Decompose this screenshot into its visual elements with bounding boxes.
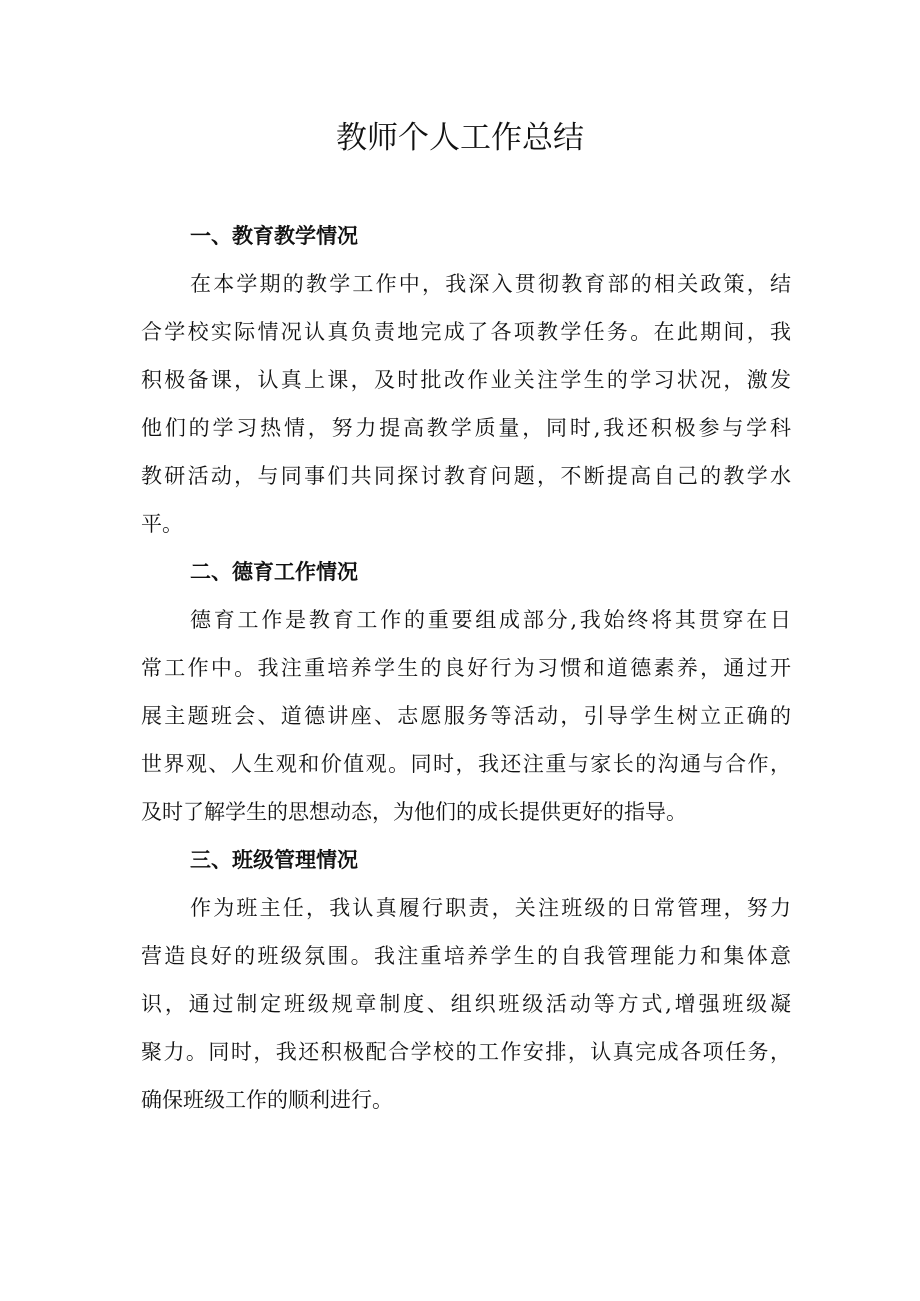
paragraph-line: 教研活动，与同事们共同探讨教育问题，不断提高自己的教学水 — [141, 464, 791, 488]
section-heading-class-management: 三、班级管理情况 — [190, 848, 358, 872]
document-title: 教师个人工作总结 — [336, 120, 584, 156]
paragraph-line: 展主题班会、道德讲座、志愿服务等活动，引导学生树立正确的 — [141, 704, 791, 728]
section-heading-moral-education: 二、德育工作情况 — [190, 560, 358, 584]
paragraph-line: 积极备课，认真上课，及时批改作业关注学生的学习状况，激发 — [141, 368, 791, 392]
section-paragraph-teaching — [141, 260, 791, 548]
paragraph-line: 聚力。同时，我还积极配合学校的工作安排，认真完成各项任务， — [141, 1040, 791, 1064]
paragraph-line: 常工作中。我注重培养学生的良好行为习惯和道德素养，通过开 — [141, 656, 791, 680]
section-paragraph-moral-education — [141, 596, 791, 836]
paragraph-line: 德育工作是教育工作的重要组成部分,我始终将其贯穿在日 — [190, 608, 791, 632]
paragraph-line: 世界观、人生观和价值观。同时，我还注重与家长的沟通与合作， — [141, 752, 791, 776]
paragraph-line: 合学校实际情况认真负责地完成了各项教学任务。在此期间，我 — [141, 320, 791, 344]
document-body — [141, 212, 791, 1124]
paragraph-line: 识，通过制定班级规章制度、组织班级活动等方式,增强班级凝 — [141, 992, 791, 1016]
paragraph-line: 作为班主任，我认真履行职责，关注班级的日常管理，努力 — [190, 896, 791, 920]
paragraph-line: 及时了解学生的思想动态，为他们的成长提供更好的指导。 — [141, 800, 687, 824]
section-heading-teaching: 一、教育教学情况 — [190, 224, 358, 248]
paragraph-line: 营造良好的班级氛围。我注重培养学生的自我管理能力和集体意 — [141, 944, 791, 968]
paragraph-line: 确保班级工作的顺利进行。 — [141, 1088, 393, 1112]
paragraph-line: 平。 — [141, 512, 183, 536]
paragraph-line: 他们的学习热情，努力提高教学质量，同时,我还积极参与学科 — [141, 416, 791, 440]
section-paragraph-class-management — [141, 884, 791, 1124]
paragraph-line: 在本学期的教学工作中，我深入贯彻教育部的相关政策，结 — [190, 272, 791, 296]
